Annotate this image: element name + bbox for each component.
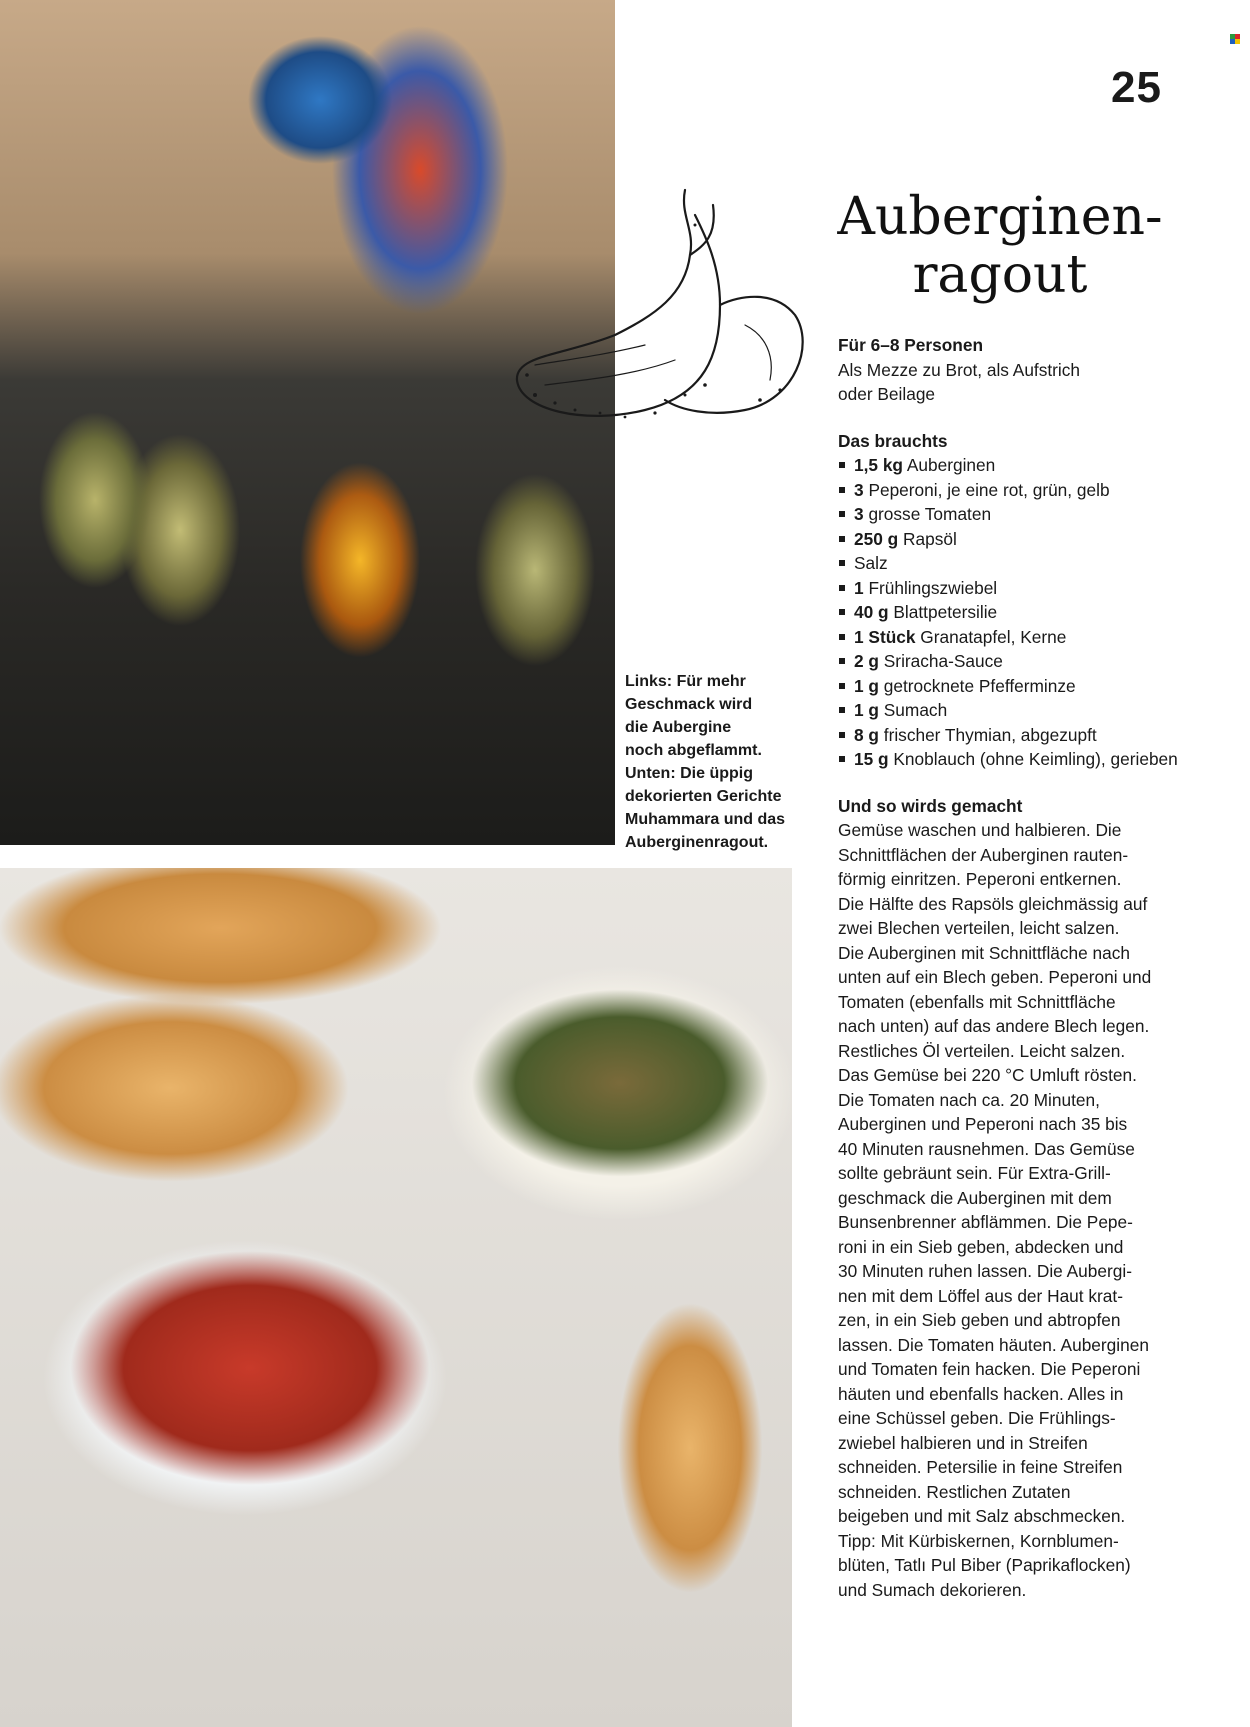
ingredient-qty: 1 g	[854, 675, 879, 696]
ingredients-list	[838, 453, 1178, 772]
method-line: Schnittflächen der Auberginen rauten-	[838, 844, 1129, 865]
ingredient-qty: 3	[854, 479, 864, 500]
servings-line: Als Mezze zu Brot, als Aufstrich	[838, 359, 1081, 380]
ingredient-item	[838, 453, 1178, 478]
method-line: lassen. Die Tomaten häuten. Auberginen	[838, 1334, 1149, 1355]
method-line: nen mit dem Löffel aus der Haut krat-	[838, 1285, 1123, 1306]
caption-line: die Aubergine	[625, 719, 732, 736]
method-line: Die Auberginen mit Schnittfläche nach	[838, 942, 1131, 963]
method-line: roni in ein Sieb geben, abdecken und	[838, 1236, 1124, 1257]
ingredient-item	[838, 649, 1178, 674]
ingredient-text: frischer Thymian, abgezupft	[883, 724, 1097, 745]
method-line: und Sumach dekorieren.	[838, 1579, 1027, 1600]
method-line: und Tomaten fein hacken. Die Peperoni	[838, 1359, 1141, 1379]
method-line: häuten und ebenfalls hacken. Alles in	[838, 1383, 1124, 1404]
servings-heading: Für 6–8 Personen	[838, 335, 984, 355]
ingredient-item	[838, 674, 1178, 699]
photo-dishes-detail	[0, 868, 792, 1727]
caption-line: Unten: Die üppig	[625, 765, 753, 782]
caption-line: Links: Für mehr	[625, 673, 746, 690]
photo-dishes-muhammara-ragout	[0, 868, 792, 1727]
method-line: zwiebel halbieren und in Streifen	[838, 1432, 1088, 1453]
title-line: ragout	[912, 245, 1088, 305]
method-line: blüten, Tatlı Pul Biber (Paprikaflocken)	[838, 1555, 1131, 1575]
ingredient-item	[838, 527, 1178, 552]
method-line: Bunsenbrenner abflämmen. Die Pepe-	[838, 1212, 1133, 1232]
caption-line: Auberginenragout.	[625, 834, 769, 851]
method-text	[838, 818, 1178, 1602]
caption-line: Geschmack wird	[625, 696, 753, 713]
ingredient-qty: 8 g	[854, 724, 879, 745]
ingredient-item	[838, 698, 1178, 723]
ingredient-text: grosse Tomaten	[868, 504, 992, 524]
method-line: förmig einritzen. Peperoni entkernen.	[838, 869, 1122, 889]
method-line: Die Tomaten nach ca. 20 Minuten,	[838, 1089, 1100, 1110]
method-line: eine Schüssel geben. Die Frühlings-	[838, 1408, 1116, 1428]
ingredient-qty: 1	[854, 577, 864, 598]
ingredient-qty: 15 g	[854, 749, 889, 769]
recipe-text-column	[838, 333, 1178, 1624]
ingredients-block	[838, 429, 1178, 772]
ingredient-qty: 1,5 kg	[854, 455, 903, 475]
method-line: 40 Minuten rausnehmen. Das Gemüse	[838, 1138, 1135, 1159]
ingredient-item	[838, 747, 1178, 772]
method-line: sollte gebräunt sein. Für Extra-Grill-	[838, 1163, 1111, 1183]
method-line: 30 Minuten ruhen lassen. Die Aubergi-	[838, 1261, 1132, 1281]
caption-line: Muhammara und das	[625, 811, 786, 828]
ingredient-item	[838, 478, 1178, 503]
method-line: zen, in ein Sieb geben und abtropfen	[838, 1310, 1121, 1330]
method-line: Das Gemüse bei 220 °C Umluft rösten.	[838, 1065, 1137, 1085]
ingredient-text: Peperoni, je eine rot, grün, gelb	[868, 479, 1110, 500]
ingredient-item	[838, 625, 1178, 650]
ingredient-qty: 3	[854, 504, 864, 524]
recipe-title	[830, 188, 1170, 304]
ingredient-text: Frühlingszwiebel	[868, 577, 998, 598]
method-line: Die Hälfte des Rapsöls gleichmässig auf	[838, 893, 1148, 914]
method-heading: Und so wirds gemacht	[838, 795, 1023, 816]
ingredient-qty: 1 Stück	[854, 626, 916, 647]
ingredients-heading: Das brauchts	[838, 430, 948, 451]
method-line: unten auf ein Blech geben. Peperoni und	[838, 967, 1152, 987]
method-line: zwei Blechen verteilen, leicht salzen.	[838, 918, 1120, 938]
ingredient-item	[838, 551, 1178, 576]
ingredient-qty: 1 g	[854, 700, 879, 720]
caption-line: dekorierten Gerichte	[625, 788, 782, 805]
ingredient-qty: 2 g	[854, 651, 879, 671]
method-line: Tomaten (ebenfalls mit Schnittfläche	[838, 991, 1116, 1012]
method-line: Auberginen und Peperoni nach 35 bis	[838, 1114, 1128, 1134]
title-line: Auberginen-	[837, 187, 1163, 247]
ingredient-text: Sumach	[883, 700, 948, 720]
method-line: geschmack die Auberginen mit dem	[838, 1187, 1112, 1208]
ingredient-item	[838, 502, 1178, 527]
ingredient-item	[838, 723, 1178, 748]
servings-line: oder Beilage	[838, 384, 936, 404]
ingredient-text: Auberginen	[906, 455, 996, 475]
ingredient-text: Rapsöl	[903, 528, 957, 549]
ingredient-text: Knoblauch (ohne Keimling), gerieben	[893, 749, 1178, 769]
method-line: nach unten) auf das andere Blech legen.	[838, 1016, 1150, 1036]
ingredient-text: Sriracha-Sauce	[883, 651, 1003, 671]
method-line: Restliches Öl verteilen. Leicht salzen.	[838, 1040, 1126, 1061]
ingredient-qty: 40 g	[854, 602, 889, 622]
ingredient-item	[838, 576, 1178, 601]
corner-color-mark-icon	[1230, 34, 1240, 44]
page-number: 25	[1111, 63, 1162, 112]
ingredient-text: getrocknete Pfefferminze	[883, 675, 1076, 696]
caption-line: noch abgeflammt.	[625, 742, 762, 759]
method-line: Gemüse waschen und halbieren. Die	[838, 820, 1122, 840]
method-line: beigeben und mit Salz abschmecken.	[838, 1506, 1126, 1526]
eggplant-sketch-icon	[505, 185, 805, 440]
method-line: Tipp: Mit Kürbiskernen, Kornblumen-	[838, 1530, 1119, 1551]
photo-caption	[625, 670, 800, 854]
ingredient-item	[838, 600, 1178, 625]
servings-block	[838, 333, 1178, 407]
method-line: schneiden. Petersilie in feine Streifen	[838, 1457, 1123, 1477]
ingredient-text: Granatapfel, Kerne	[920, 626, 1067, 647]
ingredient-text: Blattpetersilie	[893, 602, 998, 622]
method-line: schneiden. Restlichen Zutaten	[838, 1481, 1071, 1502]
ingredient-text: Salz	[854, 553, 888, 573]
ingredient-qty: 250 g	[854, 528, 899, 549]
method-block	[838, 794, 1178, 1603]
